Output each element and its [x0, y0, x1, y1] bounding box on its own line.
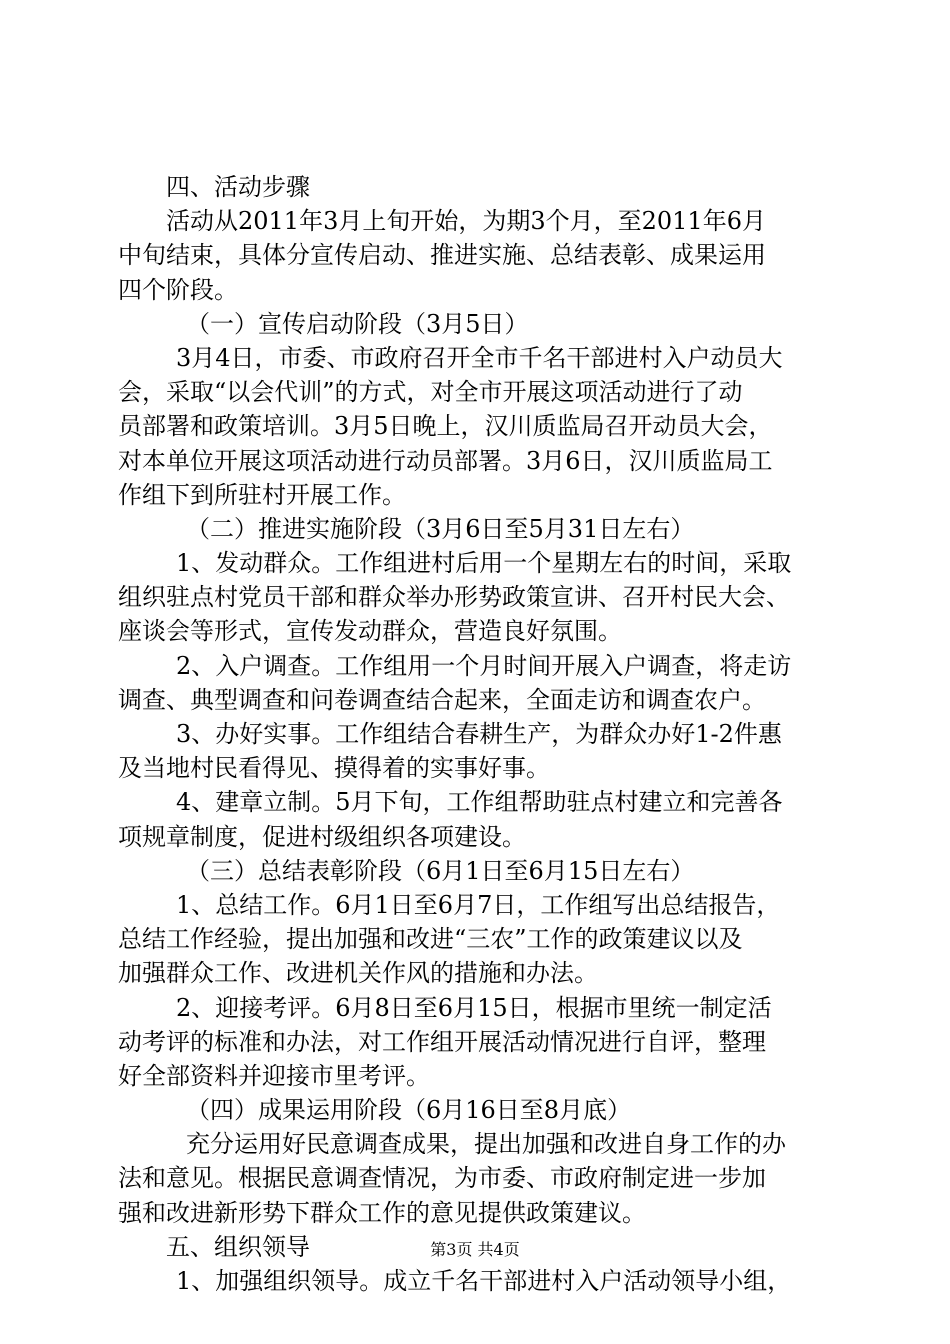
body-line: 对本单位开展这项活动进行动员部署。3月6日，汉川质监局工: [118, 446, 773, 475]
subsection-heading: （一）宣传启动阶段（3月5日）: [186, 309, 529, 338]
body-line: 1、加强组织领导。成立千名干部进村入户活动领导小组，: [176, 1267, 792, 1295]
body-line: 3月4日，市委、市政府召开全市千名干部进村入户动员大: [176, 343, 783, 372]
body-line: 强和改进新形势下群众工作的意见提供政策建议。: [118, 1198, 646, 1227]
body-line: 充分运用好民意调查成果，提出加强和改进自身工作的办: [186, 1130, 786, 1159]
body-line: 法和意见。根据民意调查情况，为市委、市政府制定进一步加: [118, 1164, 766, 1193]
body-line: 四个阶段。: [118, 275, 238, 304]
body-line: 活动从2011年3月上旬开始，为期3个月，至2011年6月: [166, 207, 766, 236]
body-line: 2、入户调查。工作组用一个月时间开展入户调查，将走访: [176, 651, 792, 680]
body-line: 动考评的标准和办法，对工作组开展活动情况进行自评，整理: [118, 1027, 766, 1056]
body-line: 员部署和政策培训。3月5日晚上，汉川质监局召开动员大会，: [118, 412, 773, 441]
section-heading-steps: 四、活动步骤: [166, 173, 310, 201]
subsection-heading: （二）推进实施阶段（3月6日至5月31日左右）: [186, 514, 695, 543]
body-line: 项规章制度，促进村级组织各项建设。: [118, 822, 526, 851]
subsection-heading: （四）成果运用阶段（6月16日至8月底）: [186, 1096, 632, 1125]
subsection-heading: （三）总结表彰阶段（6月1日至6月15日左右）: [186, 856, 695, 885]
body-line: 1、发动群众。工作组进村后用一个星期左右的时间，采取: [176, 549, 792, 578]
body-line: 总结工作经验，提出加强和改进“三农”工作的政策建议以及: [118, 925, 743, 954]
body-line: 中旬结束，具体分宣传启动、推进实施、总结表彰、成果运用: [118, 241, 766, 270]
body-line: 及当地村民看得见、摸得着的实事好事。: [118, 754, 550, 783]
body-line: 2、迎接考评。6月8日至6月15日，根据市里统一制定活: [176, 993, 772, 1022]
body-line: 3、办好实事。工作组结合春耕生产，为群众办好1-2件惠: [176, 720, 782, 748]
document-body: [118, 170, 838, 1298]
body-line: 座谈会等形式，宣传发动群众，营造良好氛围。: [118, 617, 622, 646]
page-number-footer: 第3页 共4页: [430, 1240, 520, 1259]
body-line: 加强群众工作、改进机关作风的措施和办法。: [118, 959, 598, 988]
body-line: 好全部资料并迎接市里考评。: [118, 1061, 430, 1090]
body-line: 组织驻点村党员干部和群众举办形势政策宣讲、召开村民大会、: [118, 583, 790, 612]
body-line: 调查、典型调查和问卷调查结合起来，全面走访和调查农户。: [118, 685, 766, 714]
body-line: 会，采取“以会代训”的方式，对全市开展这项活动进行了动: [118, 378, 743, 407]
body-line: 4、建章立制。5月下旬，工作组帮助驻点村建立和完善各: [176, 788, 783, 817]
body-line: 作组下到所驻村开展工作。: [118, 480, 406, 509]
body-line: 1、总结工作。6月1日至6月7日，工作组写出总结报告，: [176, 890, 781, 919]
section-heading-leadership: 五、组织领导: [166, 1232, 310, 1261]
